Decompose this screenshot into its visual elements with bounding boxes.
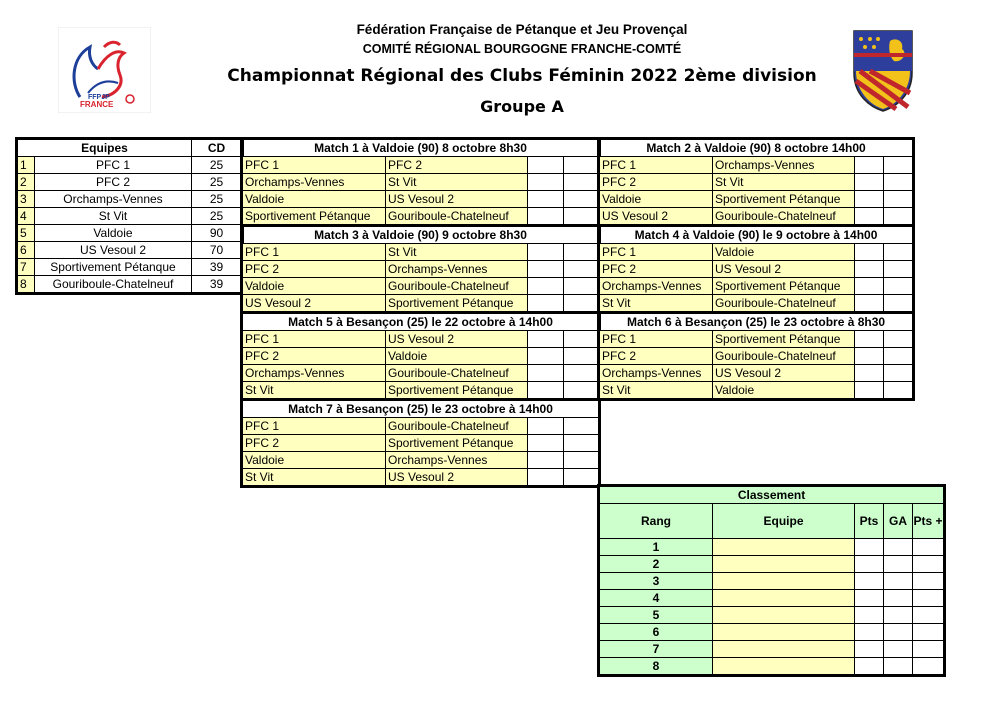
match-title: Match 7 à Besançon (25) le 23 octobre à 14h00	[243, 401, 599, 418]
score-cell[interactable]	[855, 278, 884, 295]
away-team: US Vesoul 2	[386, 469, 528, 486]
logo-text-france: FRANCE	[80, 100, 114, 109]
score-cell[interactable]	[884, 191, 913, 208]
table-row	[18, 242, 242, 259]
score-cell[interactable]	[528, 278, 564, 295]
rank-pts-plus[interactable]	[913, 607, 944, 624]
rank-number: 4	[600, 590, 713, 607]
table-row	[600, 261, 913, 278]
score-cell[interactable]	[855, 382, 884, 399]
away-team: Sportivement Pétanque	[386, 382, 528, 399]
home-team: Orchamps-Vennes	[243, 174, 386, 191]
table-row	[600, 382, 913, 399]
team-number: 5	[18, 225, 35, 242]
table-row	[243, 452, 599, 469]
team-name: Valdoie	[35, 225, 192, 242]
rank-number: 6	[600, 624, 713, 641]
score-cell[interactable]	[528, 382, 564, 399]
away-team: Sportivement Pétanque	[386, 295, 528, 312]
score-cell[interactable]	[855, 157, 884, 174]
table-row	[600, 539, 944, 556]
home-team: PFC 2	[243, 435, 386, 452]
away-team: Orchamps-Vennes	[386, 452, 528, 469]
home-team: PFC 1	[600, 157, 713, 174]
rank-team[interactable]	[713, 624, 855, 641]
match-1-table	[242, 139, 599, 225]
table-row	[243, 278, 599, 295]
table-row	[600, 348, 913, 365]
away-team: Orchamps-Vennes	[386, 261, 528, 278]
away-team: St Vit	[386, 244, 528, 261]
rank-ga[interactable]	[884, 624, 913, 641]
rank-pts-plus[interactable]	[913, 590, 944, 607]
team-number: 2	[18, 174, 35, 191]
rank-pts[interactable]	[855, 539, 884, 556]
score-cell[interactable]	[564, 469, 599, 486]
score-cell[interactable]	[855, 348, 884, 365]
score-cell[interactable]	[528, 208, 564, 225]
score-cell[interactable]	[564, 278, 599, 295]
score-cell[interactable]	[564, 208, 599, 225]
home-team: Orchamps-Vennes	[600, 365, 713, 382]
ffpjp-logo	[58, 27, 151, 113]
match-title: Match 1 à Valdoie (90) 8 octobre 8h30	[243, 140, 599, 157]
away-team: St Vit	[713, 174, 855, 191]
match-5-table	[242, 313, 599, 399]
team-name: Orchamps-Vennes	[35, 191, 192, 208]
score-cell[interactable]	[855, 295, 884, 312]
score-cell[interactable]	[884, 382, 913, 399]
score-cell[interactable]	[884, 295, 913, 312]
score-cell[interactable]	[884, 261, 913, 278]
home-team: Valdoie	[243, 191, 386, 208]
team-cd: 25	[192, 157, 242, 174]
away-team: PFC 2	[386, 157, 528, 174]
team-number: 6	[18, 242, 35, 259]
match-7-table	[242, 400, 599, 486]
rank-pts-plus[interactable]	[913, 573, 944, 590]
committee-name: COMITÉ RÉGIONAL BOURGOGNE FRANCHE-COMTÉ	[362, 42, 682, 56]
rank-ga[interactable]	[884, 556, 913, 573]
table-row	[243, 157, 599, 174]
table-row	[18, 157, 242, 174]
teams-header-equipes: Equipes	[18, 140, 192, 157]
table-row	[243, 174, 599, 191]
table-row	[600, 365, 913, 382]
rank-ga[interactable]	[884, 573, 913, 590]
col-rang: Rang	[600, 504, 713, 539]
table-row	[18, 174, 242, 191]
home-team: PFC 2	[600, 174, 713, 191]
table-row	[600, 208, 913, 225]
score-cell[interactable]	[884, 278, 913, 295]
away-team: Sportivement Pétanque	[386, 435, 528, 452]
rank-team[interactable]	[713, 641, 855, 658]
table-row	[600, 641, 944, 658]
team-cd: 39	[192, 276, 242, 293]
home-team: Orchamps-Vennes	[600, 278, 713, 295]
home-team: Valdoie	[600, 191, 713, 208]
home-team: Valdoie	[243, 452, 386, 469]
score-cell[interactable]	[884, 331, 913, 348]
team-cd: 25	[192, 191, 242, 208]
table-row	[243, 418, 599, 435]
away-team: St Vit	[386, 174, 528, 191]
score-cell[interactable]	[528, 244, 564, 261]
away-team: Gouriboule-Chatelneuf	[713, 348, 855, 365]
score-cell[interactable]	[528, 469, 564, 486]
rank-ga[interactable]	[884, 658, 913, 675]
score-cell[interactable]	[564, 382, 599, 399]
classement-title: Classement	[600, 487, 944, 504]
score-cell[interactable]	[884, 365, 913, 382]
teams-header-cd: CD	[192, 140, 242, 157]
team-number: 8	[18, 276, 35, 293]
coat-of-arms-logo	[852, 27, 914, 113]
match-title: Match 4 à Valdoie (90) le 9 octobre à 14h00	[600, 227, 913, 244]
table-row	[18, 259, 242, 276]
away-team: Gouriboule-Chatelneuf	[386, 278, 528, 295]
score-cell[interactable]	[884, 208, 913, 225]
score-cell[interactable]	[564, 331, 599, 348]
score-cell[interactable]	[528, 295, 564, 312]
away-team: US Vesoul 2	[386, 331, 528, 348]
score-cell[interactable]	[855, 261, 884, 278]
away-team: Sportivement Pétanque	[713, 278, 855, 295]
score-cell[interactable]	[884, 348, 913, 365]
score-cell[interactable]	[884, 174, 913, 191]
away-team: Valdoie	[713, 382, 855, 399]
home-team: St Vit	[600, 382, 713, 399]
home-team: PFC 2	[600, 261, 713, 278]
table-row	[600, 607, 944, 624]
score-cell[interactable]	[564, 191, 599, 208]
rank-pts[interactable]	[855, 641, 884, 658]
table-row	[18, 208, 242, 225]
table-row	[243, 469, 599, 486]
score-cell[interactable]	[528, 418, 564, 435]
score-cell[interactable]	[564, 418, 599, 435]
score-cell[interactable]	[528, 452, 564, 469]
score-cell[interactable]	[564, 261, 599, 278]
match-title: Match 2 à Valdoie (90) 8 octobre 14h00	[600, 140, 913, 157]
team-number: 3	[18, 191, 35, 208]
score-cell[interactable]	[564, 365, 599, 382]
teams-table	[17, 139, 242, 293]
team-name: Gouriboule-Chatelneuf	[35, 276, 192, 293]
away-team: Sportivement Pétanque	[713, 191, 855, 208]
away-team: Valdoie	[386, 348, 528, 365]
score-cell[interactable]	[528, 174, 564, 191]
home-team: St Vit	[243, 469, 386, 486]
match-4-table	[599, 226, 913, 312]
rank-pts[interactable]	[855, 607, 884, 624]
rank-ga[interactable]	[884, 607, 913, 624]
table-row	[600, 244, 913, 261]
score-cell[interactable]	[564, 348, 599, 365]
table-row	[243, 382, 599, 399]
home-team: PFC 2	[243, 348, 386, 365]
score-cell[interactable]	[855, 331, 884, 348]
home-team: St Vit	[600, 295, 713, 312]
match-title: Match 5 à Besançon (25) le 22 octobre à 14h00	[243, 314, 599, 331]
away-team: Gouriboule-Chatelneuf	[713, 208, 855, 225]
rank-pts[interactable]	[855, 658, 884, 675]
table-row	[243, 244, 599, 261]
col-pts: Pts	[855, 504, 884, 539]
table-row	[600, 174, 913, 191]
classement-table	[599, 486, 944, 675]
rank-ga[interactable]	[884, 590, 913, 607]
table-row	[600, 295, 913, 312]
table-row	[243, 208, 599, 225]
score-cell[interactable]	[884, 244, 913, 261]
home-team: PFC 1	[243, 418, 386, 435]
table-row	[243, 435, 599, 452]
team-name: US Vesoul 2	[35, 242, 192, 259]
rank-number: 8	[600, 658, 713, 675]
col-equipe: Equipe	[713, 504, 855, 539]
team-number: 4	[18, 208, 35, 225]
away-team: Gouriboule-Chatelneuf	[386, 365, 528, 382]
away-team: US Vesoul 2	[386, 191, 528, 208]
table-row	[243, 348, 599, 365]
team-cd: 70	[192, 242, 242, 259]
match-2-table	[599, 139, 913, 225]
team-name: PFC 2	[35, 174, 192, 191]
col-pts-plus: Pts +	[913, 504, 944, 539]
rank-pts[interactable]	[855, 556, 884, 573]
table-row	[600, 556, 944, 573]
group-title: Groupe A	[480, 97, 564, 116]
table-row	[18, 191, 242, 208]
rank-ga[interactable]	[884, 641, 913, 658]
rank-pts[interactable]	[855, 573, 884, 590]
score-cell[interactable]	[855, 365, 884, 382]
table-row	[600, 331, 913, 348]
away-team: US Vesoul 2	[713, 365, 855, 382]
rank-team[interactable]	[713, 607, 855, 624]
rank-number: 3	[600, 573, 713, 590]
score-cell[interactable]	[528, 331, 564, 348]
table-row	[18, 225, 242, 242]
table-row	[600, 624, 944, 641]
score-cell[interactable]	[564, 435, 599, 452]
rank-pts[interactable]	[855, 590, 884, 607]
rank-team[interactable]	[713, 539, 855, 556]
rank-number: 1	[600, 539, 713, 556]
rank-number: 5	[600, 607, 713, 624]
team-cd: 25	[192, 208, 242, 225]
score-cell[interactable]	[564, 244, 599, 261]
table-row	[243, 191, 599, 208]
federation-name: Fédération Française de Pétanque et Jeu Provençal	[356, 22, 688, 37]
away-team: Valdoie	[713, 244, 855, 261]
score-cell[interactable]	[855, 244, 884, 261]
rank-ga[interactable]	[884, 539, 913, 556]
table-row	[18, 276, 242, 293]
table-row	[600, 157, 913, 174]
away-team: Gouriboule-Chatelneuf	[386, 418, 528, 435]
match-title: Match 6 à Besançon (25) le 23 octobre à 8h30	[600, 314, 913, 331]
table-row	[600, 191, 913, 208]
team-cd: 90	[192, 225, 242, 242]
score-cell[interactable]	[855, 191, 884, 208]
logo-text-ffpjp: FFPJP	[88, 94, 110, 101]
away-team: US Vesoul 2	[713, 261, 855, 278]
rank-number: 7	[600, 641, 713, 658]
rank-team[interactable]	[713, 556, 855, 573]
team-name: Sportivement Pétanque	[35, 259, 192, 276]
rank-pts-plus[interactable]	[913, 624, 944, 641]
team-name: St Vit	[35, 208, 192, 225]
rank-pts[interactable]	[855, 624, 884, 641]
home-team: PFC 1	[600, 331, 713, 348]
score-cell[interactable]	[855, 208, 884, 225]
table-row	[600, 658, 944, 675]
home-team: PFC 1	[243, 244, 386, 261]
col-ga: GA	[884, 504, 913, 539]
table-row	[243, 295, 599, 312]
table-row	[243, 331, 599, 348]
away-team: Sportivement Pétanque	[713, 331, 855, 348]
home-team: PFC 2	[243, 261, 386, 278]
table-row	[243, 365, 599, 382]
score-cell[interactable]	[528, 261, 564, 278]
table-row	[600, 590, 944, 607]
table-row	[600, 573, 944, 590]
home-team: US Vesoul 2	[243, 295, 386, 312]
score-cell[interactable]	[528, 348, 564, 365]
table-row	[243, 261, 599, 278]
score-cell[interactable]	[528, 435, 564, 452]
home-team: PFC 1	[243, 157, 386, 174]
score-cell[interactable]	[528, 191, 564, 208]
rank-number: 2	[600, 556, 713, 573]
rank-team[interactable]	[713, 573, 855, 590]
page-title: Championnat Régional des Clubs Féminin 2022 2ème division	[227, 66, 817, 86]
rank-pts-plus[interactable]	[913, 641, 944, 658]
away-team: Orchamps-Vennes	[713, 157, 855, 174]
home-team: US Vesoul 2	[600, 208, 713, 225]
home-team: Orchamps-Vennes	[243, 365, 386, 382]
home-team: Sportivement Pétanque	[243, 208, 386, 225]
home-team: PFC 1	[600, 244, 713, 261]
match-title: Match 3 à Valdoie (90) 9 octobre 8h30	[243, 227, 599, 244]
score-cell[interactable]	[564, 157, 599, 174]
score-cell[interactable]	[884, 157, 913, 174]
score-cell[interactable]	[564, 295, 599, 312]
rank-team[interactable]	[713, 658, 855, 675]
rank-pts-plus[interactable]	[913, 556, 944, 573]
away-team: Gouriboule-Chatelneuf	[713, 295, 855, 312]
rank-pts-plus[interactable]	[913, 658, 944, 675]
table-row	[600, 278, 913, 295]
score-cell[interactable]	[855, 174, 884, 191]
match-3-table	[242, 226, 599, 312]
away-team: Gouriboule-Chatelneuf	[386, 208, 528, 225]
rank-pts-plus[interactable]	[913, 539, 944, 556]
score-cell[interactable]	[564, 174, 599, 191]
team-name: PFC 1	[35, 157, 192, 174]
score-cell[interactable]	[564, 452, 599, 469]
match-6-table	[599, 313, 913, 399]
score-cell[interactable]	[528, 157, 564, 174]
home-team: PFC 2	[600, 348, 713, 365]
rank-team[interactable]	[713, 590, 855, 607]
team-number: 1	[18, 157, 35, 174]
team-cd: 39	[192, 259, 242, 276]
home-team: St Vit	[243, 382, 386, 399]
team-number: 7	[18, 259, 35, 276]
home-team: Valdoie	[243, 278, 386, 295]
score-cell[interactable]	[528, 365, 564, 382]
home-team: PFC 1	[243, 331, 386, 348]
team-cd: 25	[192, 174, 242, 191]
